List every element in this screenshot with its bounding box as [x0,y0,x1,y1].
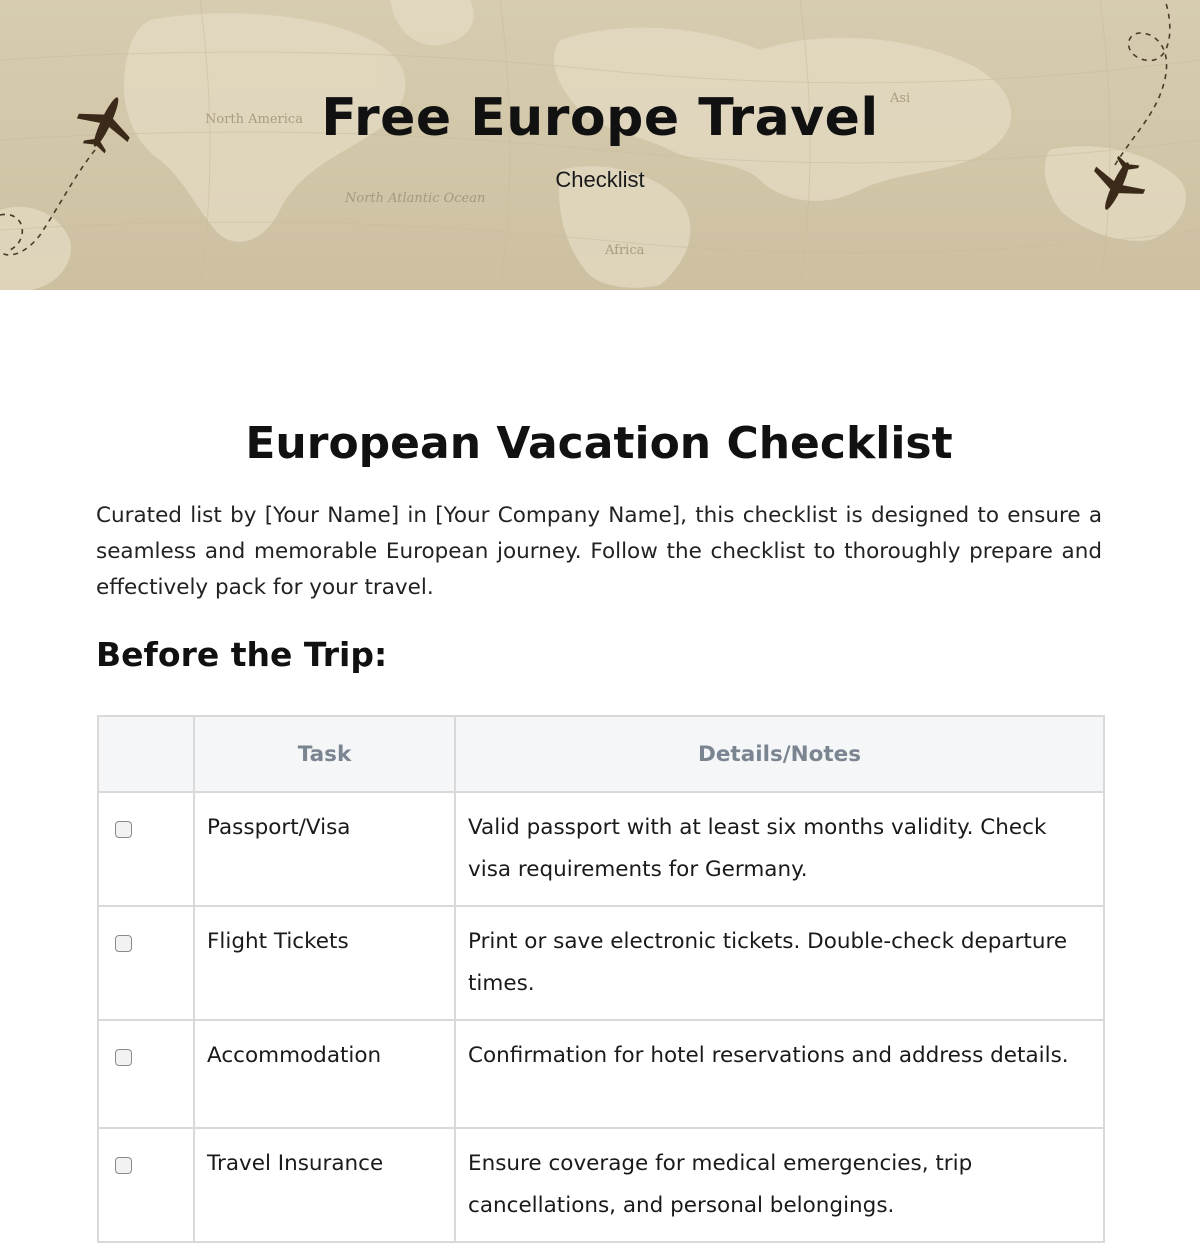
document-title: European Vacation Checklist [245,418,953,469]
table-header-row [98,716,1104,792]
document-content [96,410,1102,680]
map-label-asia: Asi [890,91,911,106]
task-checkbox[interactable] [115,821,132,838]
task-cell: Accommodation [194,1020,455,1128]
checklist-table [97,715,1105,1243]
table-row [98,906,1104,1020]
column-header-details: Details/Notes [455,716,1104,792]
task-checkbox[interactable] [115,1049,132,1066]
details-cell: Print or save electronic tickets. Double-check departure times. [455,906,1104,1020]
checkbox-cell [98,1020,194,1128]
banner-title: Free Europe Travel [321,88,879,148]
checkbox-cell [98,906,194,1020]
details-cell: Valid passport with at least six months validity. Check visa requirements for Germany. [455,792,1104,906]
table-row [98,792,1104,906]
task-cell: Travel Insurance [194,1128,455,1242]
checkbox-cell [98,792,194,906]
intro-paragraph: Curated list by [Your Name] in [Your Company Name], this checklist is designed to ensure a seamless and memorable European journey. Follow the checklist to thoroughly prepare and effectively pack for your travel. [96,503,1102,600]
checkbox-cell [98,1128,194,1242]
task-checkbox[interactable] [115,935,132,952]
header-banner [0,0,1200,290]
details-cell: Confirmation for hotel reservations and address details. [455,1020,1104,1128]
table-row [98,1128,1104,1242]
task-checkbox[interactable] [115,1157,132,1174]
section-heading: Before the Trip: [96,635,388,674]
task-cell: Passport/Visa [194,792,455,906]
map-label-africa: Africa [605,243,645,258]
details-cell: Ensure coverage for medical emergencies, trip cancellations, and personal belongings. [455,1128,1104,1242]
table-row [98,1020,1104,1128]
map-label-north-america: North America [205,112,303,127]
task-cell: Flight Tickets [194,906,455,1020]
map-label-atlantic: North Atlantic Ocean [345,191,486,206]
column-header-task: Task [194,716,455,792]
banner-subtitle: Checklist [555,167,645,192]
column-header-check [98,716,194,792]
